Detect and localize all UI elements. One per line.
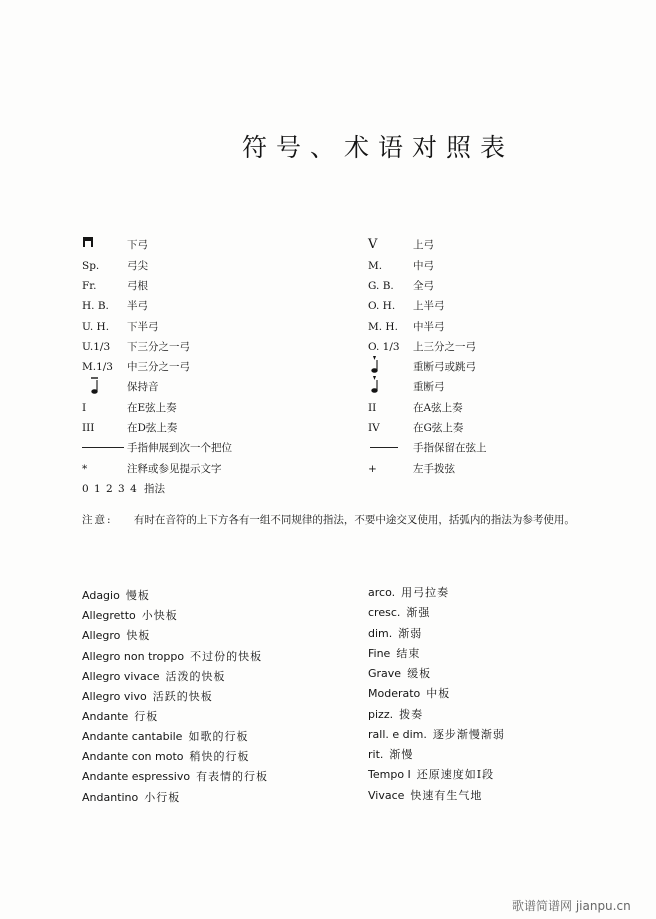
term-row: Grave 缓板: [368, 667, 432, 680]
term-row: Andante 行板: [82, 710, 159, 723]
term-row: arco. 用弓拉奏: [368, 586, 450, 599]
term-row: pizz. 拨奏: [368, 708, 424, 721]
term-row: Andante con moto 稍快的行板: [82, 750, 250, 763]
term-row: Andante espressivo 有表情的行板: [82, 770, 269, 783]
watermark: 歌谱简谱网 jianpu.cn: [512, 899, 631, 913]
term-row: Allegro vivace 活泼的快板: [82, 670, 226, 683]
term-row: Andantino 小行板: [82, 791, 181, 804]
extension-line-icon: [82, 447, 124, 448]
note-text: 有时在音符的上下方各有一组不同规律的指法，不要中途交叉使用，括弧内的指法为参考使用。: [133, 514, 575, 526]
page-title: 符号、术语对照表: [242, 133, 515, 162]
down-bow-icon: [82, 236, 94, 254]
term-row: Tempo I 还原速度如Ⅰ段: [368, 768, 495, 781]
term-row: Allegro 快板: [82, 629, 151, 642]
term-row: rall. e dim. 逐步渐慢渐弱: [368, 728, 505, 741]
tenuto-note-icon: [90, 376, 100, 402]
term-row: cresc. 渐强: [368, 606, 431, 619]
page: 符号、术语对照表 下弓 Sp. 弓尖 Fr. 弓根 H. B. 半弓 U. H. 下半弓 U.1/3 下三分之一弓 M.1/3 中三分之一弓 保持音 I 在E弦上奏 III 在D弦上奏 手指伸展到次一个把位 * 注释或参见提示文字 0 1 2 3 4 指法 V 上弓 M. 中弓 G. B. 全弓 O. H. 上半弓 M. H. 中半弓 O. 1/3 上三分之一弓 重断弓或跳弓 重断弓 II 在A弦上奏 IV 在G弦上奏 手指保留在弦上 + 左手拨弦 注意: 有时在音符的上下方各有一组不同规律的指法，不要中途交叉使用，括弧内的指法为参考使用。 Adagio 慢板 Allegretto 小快板 Allegro 快板 Allegro non troppo 不过份的快板 Allegro vivace 活泼的快板 Allegro vivo 活跃的快板 Andante 行板 Andante cantabile 如歌的行板 Andante con moto 稍快的行板 Andante espressivo 有表情的行板 Andantino 小行板 arco. 用弓拉奏 cresc. 渐强 dim. 渐弱 Fine 结束 Grave 缓板 Moderato 中板 pizz. 拨奏 rall. e dim. 逐步渐慢渐弱 rit. 渐慢 Tempo I 还原速度如Ⅰ段 Vivace 快速有生气地 歌谱简谱网 jianpu.cn: [0, 0, 656, 919]
term-row: Fine 结束: [368, 647, 421, 660]
note: [82, 512, 642, 527]
term-row: Allegro vivo 活跃的快板: [82, 690, 213, 703]
term-row: Allegro non troppo 不过份的快板: [82, 650, 263, 663]
hold-line-icon: [370, 447, 398, 448]
term-row: Vivace 快速有生气地: [368, 789, 483, 802]
term-row: Adagio 慢板: [82, 589, 150, 602]
term-row: Allegretto 小快板: [82, 609, 178, 622]
note-label: 注意:: [82, 514, 113, 526]
term-row: dim. 渐弱: [368, 627, 423, 640]
term-row: rit. 渐慢: [368, 748, 414, 761]
term-row: Moderato 中板: [368, 687, 451, 700]
term-row: Andante cantabile 如歌的行板: [82, 730, 249, 743]
accent-note-icon: [370, 375, 380, 401]
